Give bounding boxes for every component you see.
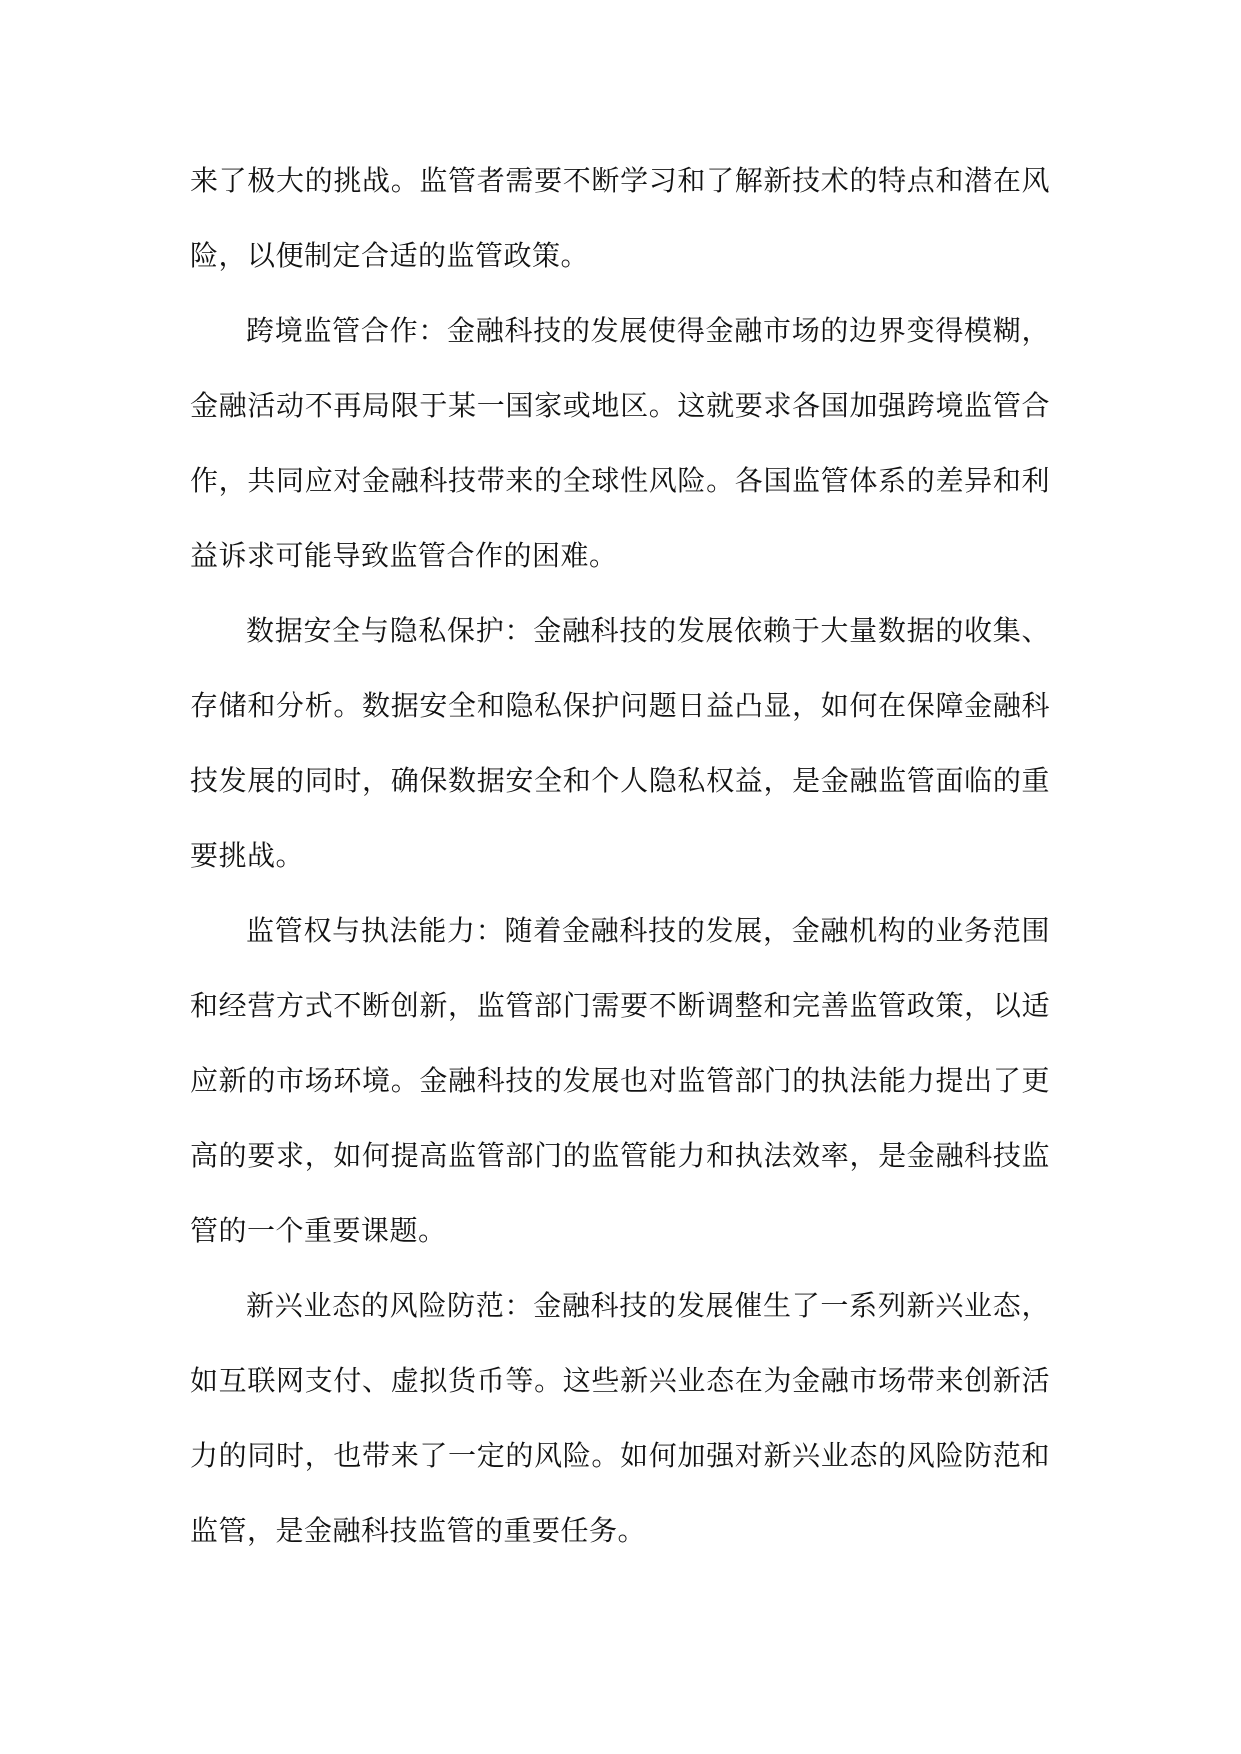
text-line: 险，以便制定合适的监管政策。 <box>190 239 590 272</box>
document-body <box>190 143 1050 1568</box>
text-line: 作，共同应对金融科技带来的全球性风险。各国监管体系的差异和利 <box>190 464 1050 497</box>
text-line: 金融活动不再局限于某一国家或地区。这就要求各国加强跨境监管合 <box>190 389 1050 422</box>
text-line: 高的要求，如何提高监管部门的监管能力和执法效率，是金融科技监 <box>190 1139 1050 1172</box>
text-line: 应新的市场环境。金融科技的发展也对监管部门的执法能力提出了更 <box>190 1064 1050 1097</box>
text-line: 存储和分析。数据安全和隐私保护问题日益凸显，如何在保障金融科 <box>190 689 1050 722</box>
text-line: 管的一个重要课题。 <box>190 1214 447 1247</box>
text-line: 和经营方式不断创新，监管部门需要不断调整和完善监管政策，以适 <box>190 989 1050 1022</box>
paragraph-cross-border <box>190 293 1050 593</box>
text-line: 益诉求可能导致监管合作的困难。 <box>190 539 618 572</box>
paragraph-emerging-business <box>190 1268 1050 1568</box>
text-line: 新兴业态的风险防范：金融科技的发展催生了一系列新兴业态， <box>246 1289 1050 1322</box>
text-line: 来了极大的挑战。监管者需要不断学习和了解新技术的特点和潜在风 <box>190 164 1050 197</box>
paragraph-data-privacy <box>190 593 1050 893</box>
text-line: 力的同时，也带来了一定的风险。如何加强对新兴业态的风险防范和 <box>190 1439 1050 1472</box>
paragraph-enforcement <box>190 893 1050 1268</box>
text-line: 数据安全与隐私保护：金融科技的发展依赖于大量数据的收集、 <box>246 614 1050 647</box>
text-line: 监管，是金融科技监管的重要任务。 <box>190 1514 647 1547</box>
text-line: 跨境监管合作：金融科技的发展使得金融市场的边界变得模糊， <box>246 314 1050 347</box>
text-line: 监管权与执法能力：随着金融科技的发展，金融机构的业务范围 <box>246 914 1050 947</box>
text-line: 要挑战。 <box>190 839 305 872</box>
text-line: 技发展的同时，确保数据安全和个人隐私权益，是金融监管面临的重 <box>190 764 1050 797</box>
paragraph-intro-continuation <box>190 143 1050 293</box>
text-line: 如互联网支付、虚拟货币等。这些新兴业态在为金融市场带来创新活 <box>190 1364 1050 1397</box>
